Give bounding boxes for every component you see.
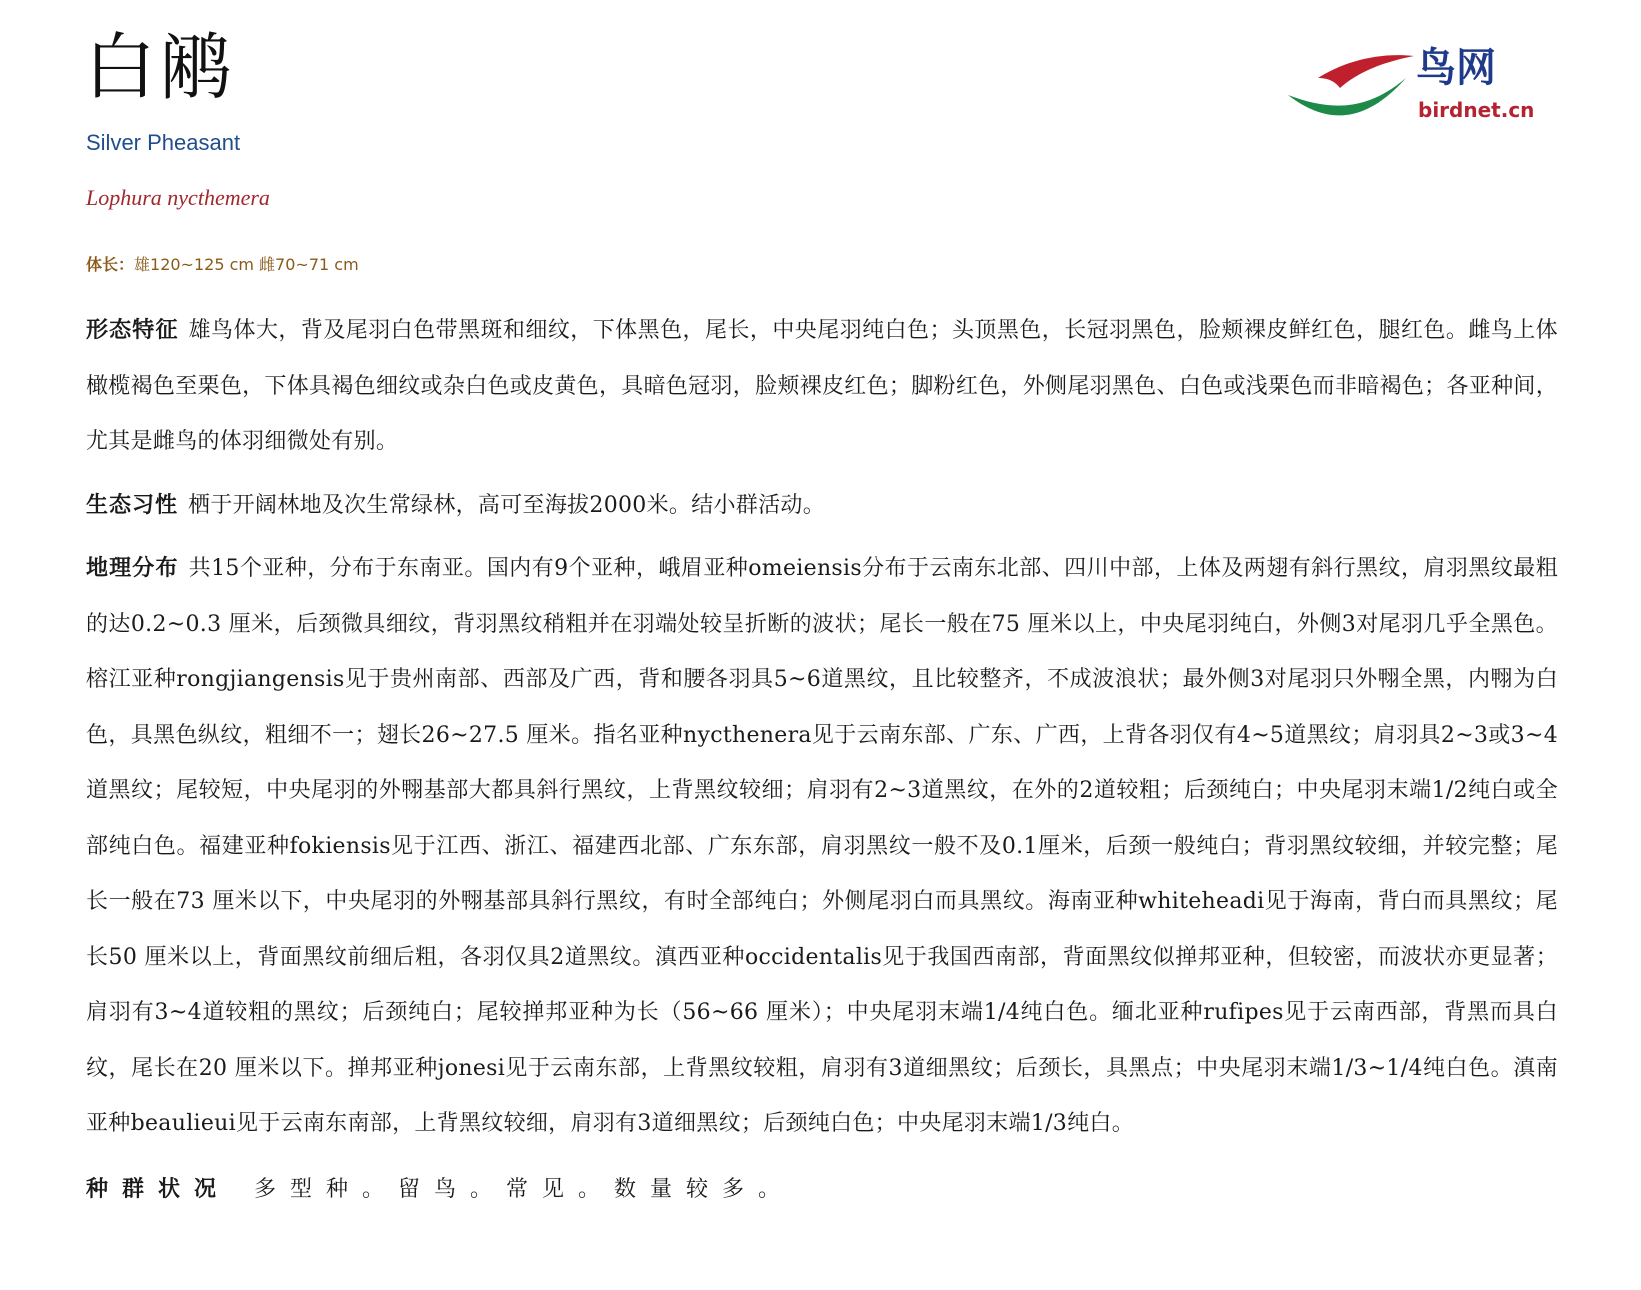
ecology-text: 栖于开阔林地及次生常绿林，高可至海拔2000米。结小群活动。 xyxy=(188,492,826,518)
species-description xyxy=(86,303,1558,1220)
birdnet-logo[interactable] xyxy=(1288,40,1535,135)
morphology-text: 雄鸟体大，背及尾羽白色带黑斑和细纹，下体黑色，尾长，中央尾羽纯白色；头顶黑色，长冠羽黑色，脸颊裸皮鲜红色，腿红色。雌鸟上体橄榄褐色至栗色，下体具褐色细纹或杂白色或皮黄色，具暗色冠羽，脸颊裸皮红色；脚粉红色，外侧尾羽黑色、白色或浅栗色而非暗褐色；各亚种间，尤其是雌鸟的体羽细微处有别。 xyxy=(86,318,1558,454)
latin-name: Lophura nycthemera xyxy=(86,185,270,210)
english-name: Silver Pheasant xyxy=(86,130,241,155)
status-text: 多型种。留鸟。常见。数量较多。 xyxy=(254,1176,795,1202)
logo-swoosh-icon xyxy=(1288,40,1418,135)
ecology-section xyxy=(86,478,1558,534)
status-label: 种群状况 xyxy=(86,1176,231,1202)
morphology-section xyxy=(86,303,1558,470)
distribution-section xyxy=(86,541,1558,1152)
ecology-label: 生态习性 xyxy=(86,492,179,518)
body-length xyxy=(86,252,359,275)
status-section xyxy=(86,1160,1558,1220)
morphology-label: 形态特征 xyxy=(86,318,179,343)
body-length-value: 雄120~125 cm 雌70~71 cm xyxy=(134,255,359,274)
body-length-label: 体长： xyxy=(86,255,135,274)
distribution-label: 地理分布 xyxy=(86,556,179,581)
logo-text-en: birdnet.cn xyxy=(1418,98,1535,122)
page-title: 白鹇 xyxy=(84,25,237,109)
logo-text-cn: 鸟网 xyxy=(1416,44,1496,91)
distribution-text: 共15个亚种，分布于东南亚。国内有9个亚种，峨眉亚种omeiensis分布于云南东北部、四川中部，上体及两翅有斜行黑纹，肩羽黑纹最粗的达0.2~0.3 厘米，后颈微具细纹，背羽黑纹稍粗并在羽端处较呈折断的波状；尾长一般在75 厘米以上，中央尾羽纯白，外侧3对尾羽几乎全黑色。榕江亚种rongjiangensis见于贵州南部、西部及广西，背和腰各羽具5~6道黑纹，且比较整齐，不成波浪状；最外侧3对尾羽只外翈全黑，内翈为白色，具黑色纵纹，粗细不一；翅长26~27.5 厘米。指名亚种nycthenera见于云南东部、广东、广西，上背各羽仅有4~5道黑纹；肩羽具2~3或3~4道黑纹；尾较短，中央尾羽的外翈基部大都具斜行黑纹，上背黑纹较细；肩羽有2~3道黑纹，在外的2道较粗；后颈纯白；中央尾羽末端1/2纯白或全部纯白色。福建亚种fokiensis见于江西、浙江、福建西北部、广东东部，肩羽黑纹一般不及0.1厘米，后颈一般纯白；背羽黑纹较细，并较完整；尾长一般在73 厘米以下，中央尾羽的外翈基部具斜行黑纹，有时全部纯白；外侧尾羽白而具黑纹。海南亚种whiteheadi见于海南，背白而具黑纹；尾长50 厘米以上，背面黑纹前细后粗，各羽仅具2道黑纹。滇西亚种occidentalis见于我国西南部，背面黑纹似掸邦亚种，但较密，而波状亦更显著；肩羽有3~4道较粗的黑纹；后颈纯白；尾较掸邦亚种为长（56~66 厘米）；中央尾羽末端1/4纯白色。缅北亚种rufipes见于云南西部，背黑而具白纹，尾长在20 厘米以下。掸邦亚种jonesi见于云南东部，上背黑纹较粗，肩羽有3道细黑纹；后颈长，具黑点；中央尾羽末端1/3~1/4纯白色。滇南亚种beaulieui见于云南东南部，上背黑纹较细，肩羽有3道细黑纹；后颈纯白色；中央尾羽末端1/3纯白。 xyxy=(86,556,1558,1136)
